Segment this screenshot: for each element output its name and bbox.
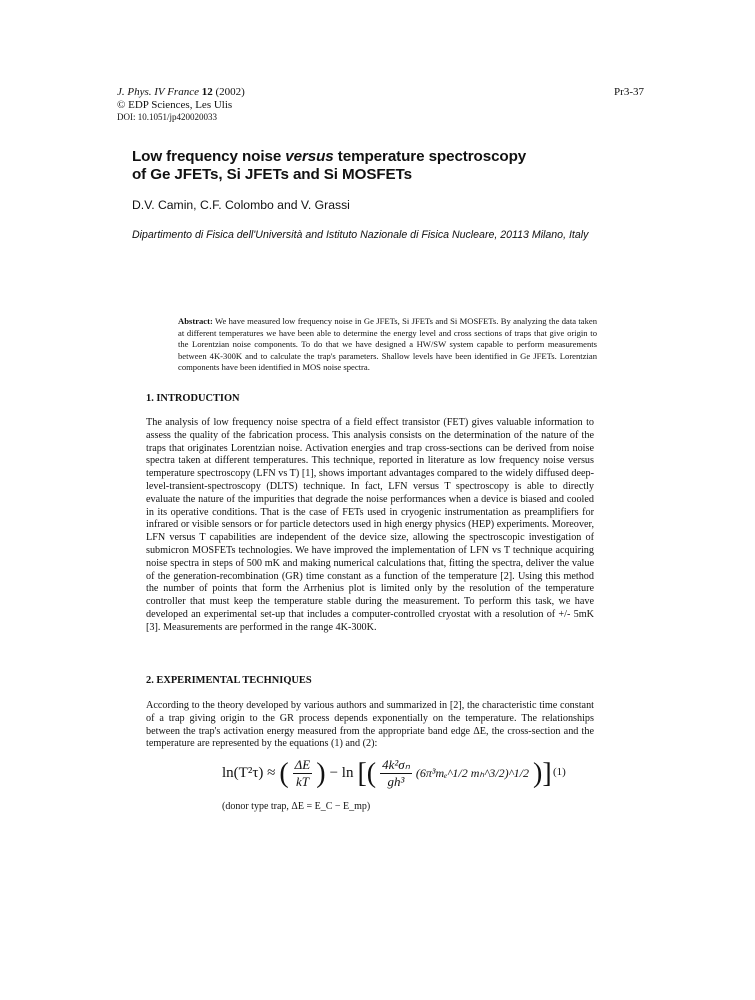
fraction-energy: $\frac{\Delta E}{kT}$ xyxy=(294,757,311,789)
fraction-cross-section: $\frac{\text{4k²σₙ}}{\text{gh³}}$ xyxy=(382,757,410,789)
journal-header xyxy=(117,86,245,124)
authors: D.V. Camin, C.F. Colombo and V. Grassi xyxy=(132,198,350,212)
publisher-line: © EDP Sciences, Les Ulis xyxy=(117,98,233,111)
journal-citation: J. Phys. IV France 12 (2002) xyxy=(117,86,245,98)
page-number: Pr3-37 xyxy=(614,86,644,98)
introduction-body: The analysis of low frequency noise spectra of a field effect transistor (FET) gives valuable information to assess the quality of the fabrication process. This analysis consists on the determination of the nature of the traps that originates Lorentzian noise. Activation energies and trap cross-sections can be derived from noise spectra taken at different temperatures. This technique, reported in literature as low frequency noise versus temperature spectroscopy (LFN vs T) [1], shows important advantages compared to the widely diffused deep-level-transient-spectroscopy (DLTS) technique. In fact, LFN versus T spectroscopy is able to directly evaluate the nature of the impurities that degrade the noise performances when a device is biased and cooled in its operative conditions. That is the case of FETs used in cryogenic instrumentation as preamplifiers for infrared or visible sensors or for particle detectors used in high energy physics (HEP) experiments. Moreover, LFN versus T capabilities are independent of the device size, allowing the spectroscopic investigation of submicron MOSFETs technologies. We have improved the implementation of LFN vs T technique acquiring noise spectra in steps of 500 mK and making numerical calculations that, fitting the spectra, deliver the value of the generation-recombination (GR) time constant as a function of the temperature [2]. Using this method the number of points that form the Arrhenius plot is limited only by the resolution of the temperature controller that must keep the temperature stable during the measurement. To perform this task, we have developed an experimental set-up that includes a computer-controlled cryostat with a resolution of +/- 5mK [3]. Measurements are performed in the range 4K-300K. xyxy=(146,417,594,633)
section-heading-experimental: 2. EXPERIMENTAL TECHNIQUES xyxy=(146,675,312,686)
abstract-text: We have measured low frequency noise in Ge JFETs, Si JFETs and Si MOSFETs. By analyzing the data taken at different temperatures we have been able to determine the energy level and cross sections of traps that give origin to the Lorentzian noise components. To do that we have designed a HW/SW system capable to perform measurements between 4K-300K and to calculate the trap's parameters. Shallow levels have been identified in Ge JFETs. Lorentzian components have been identified in MOS noise spectra. xyxy=(178,316,597,373)
experimental-body: According to the theory developed by various authors and summarized in [2], the characteristic time constant of a trap giving origin to the GR process depends exponentially on the temperature. The relationships between the trap's activation energy measured from the appropriate band edge ΔE, the cross-section and the temperature are represented by the equations (1) and (2): xyxy=(146,700,594,750)
abstract xyxy=(178,316,597,374)
equation-number: (1) xyxy=(553,766,566,778)
equation-1: ln(T²τ) ≈ ( $\frac{\Delta E}{kT}$ ) − ln [( $\frac{\text{4k²σₙ}}{\text{gh³}}$ (6π³mₑ^1/2 mₕ^3/2)^1/2 )] xyxy=(222,757,552,789)
doi-line: DOI: 10.1051/jp420020033 xyxy=(117,112,217,122)
affiliation: Dipartimento di Fisica dell'Università and Istituto Nazionale di Fisica Nucleare, 20113 Milano, Italy xyxy=(132,229,589,241)
section-heading-introduction: 1. INTRODUCTION xyxy=(146,393,240,404)
equation-note: (donor type trap, ΔE = E_C − E_mp) xyxy=(222,801,371,812)
abstract-label: Abstract: xyxy=(178,316,213,326)
paper-title: Low frequency noise versus temperature spectroscopy of Ge JFETs, Si JFETs and Si MOSFETs xyxy=(132,148,527,183)
